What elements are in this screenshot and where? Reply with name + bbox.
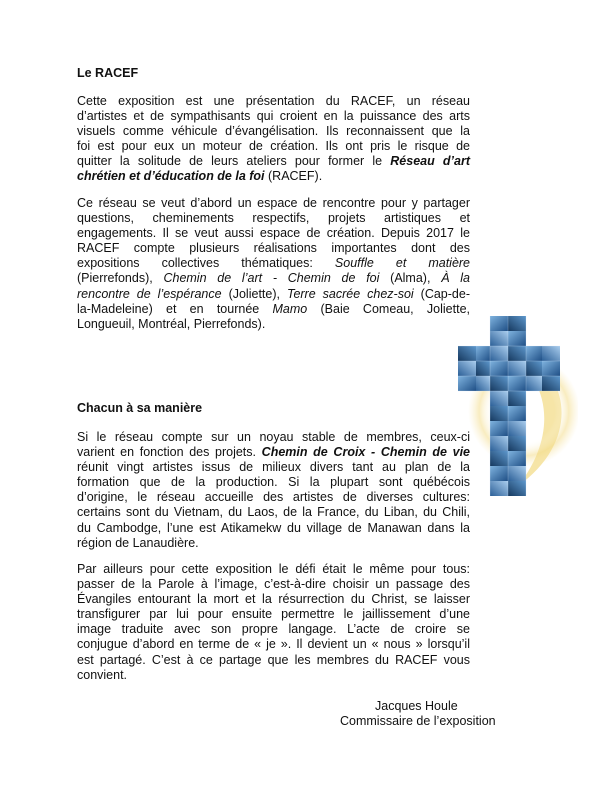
racef-full-name-cont: chrétien et d’éducation de la foi — [77, 169, 265, 184]
text-line: la-Madeleine) et en tournée Mamo (Baie Comeau, Joliette, — [77, 301, 470, 316]
text-line: d’artistes et de sympathisants qui croient en la puissance des arts — [77, 109, 470, 124]
text-line: convient. — [77, 667, 128, 682]
text-line: certains sont du Vietnam, du Laos, de la France, du Liban, du Chili, — [77, 505, 470, 520]
text-line: Par ailleurs pour cette exposition le défi était le même pour tous: — [77, 562, 470, 576]
cross-mosaic-image — [458, 316, 578, 496]
paragraph-racef-intro — [77, 94, 470, 185]
signature-name: Jacques Houle — [375, 699, 458, 713]
exhibition-title: Chemin de Croix - Chemin de vie — [261, 445, 470, 460]
text-line: transfigurer par lui pour ensuite permettre le jaillissement d’une — [77, 607, 470, 622]
paragraph-challenge — [77, 562, 470, 683]
text-line: (Pierrefonds), Chemin de l’art - Chemin de foi (Alma), À la — [77, 271, 470, 286]
text-line: Ce réseau se veut d’abord un espace de rencontre pour y partager — [77, 196, 470, 210]
text-line: région de Lanaudière. — [77, 535, 199, 550]
text-line: varient en fonction des projets. Chemin de Croix - Chemin de vie — [77, 445, 470, 460]
text-line: réunit vingt artistes issus de milieux divers tant au plan de la — [77, 460, 470, 475]
text-line: engagements. Il se veut aussi espace de création. Depuis 2017 le — [77, 226, 470, 241]
text-line: d’origine, le réseau accueille des artistes de diverses cultures: — [77, 490, 470, 505]
text-line: questions, cheminements respectifs, projets artistiques et — [77, 211, 470, 226]
text-line: Évangiles entourant la mort et la résurrection du Christ, se laisser — [77, 592, 470, 607]
text-line: Si le réseau compte sur un noyau stable de membres, ceux-ci — [77, 430, 470, 444]
text-line: du Cambodge, l’une est Atikamekw du village de Manawan dans la — [77, 520, 470, 535]
text-line: rencontre de l’espérance (Joliette), Terre sacrée chez-soi (Cap-de- — [77, 286, 470, 301]
text-line: RACEF compte plusieurs réalisations importantes dont des — [77, 241, 470, 256]
text-line: image traduite avec son propre langage. L’acte de croire se — [77, 622, 470, 637]
text-line: Longueuil, Montréal, Pierrefonds). — [77, 316, 266, 331]
text-line: est partagé. C’est à ce partage que les membres du RACEF vous — [77, 652, 470, 667]
text-line: Cette exposition est une présentation du RACEF, un réseau — [77, 94, 470, 108]
text-line: visuels comme véhicule d’évangélisation. Ils reconnaissent que la — [77, 124, 470, 139]
text-line: quitter la solitude de leurs ateliers pour former le Réseau d’art — [77, 154, 470, 169]
text-line: passer de la Parole à l’image, c’est-à-dire choisir un passage des — [77, 577, 470, 592]
text-line: conjugue d’abord en terme de « je ». Il devient un « nous » lorsqu’il — [77, 637, 470, 652]
section-heading-racef: Le RACEF — [77, 66, 139, 80]
text-line: expositions collectives thématiques: Souffle et matière — [77, 256, 471, 271]
paragraph-members — [77, 430, 470, 551]
racef-full-name: Réseau d’art — [390, 154, 470, 169]
text-line: foi est pour eux un moteur de création. Ils ont pris le risque de — [77, 139, 470, 154]
signature-title: Commissaire de l’exposition — [340, 714, 496, 728]
text-line: chrétien et d’éducation de la foi (RACEF). — [77, 169, 323, 184]
paragraph-racef-network — [77, 196, 470, 332]
text-line: formation que de la production. Si la plupart sont québécois — [77, 475, 470, 490]
section-heading-chacun: Chacun à sa manière — [77, 401, 203, 415]
